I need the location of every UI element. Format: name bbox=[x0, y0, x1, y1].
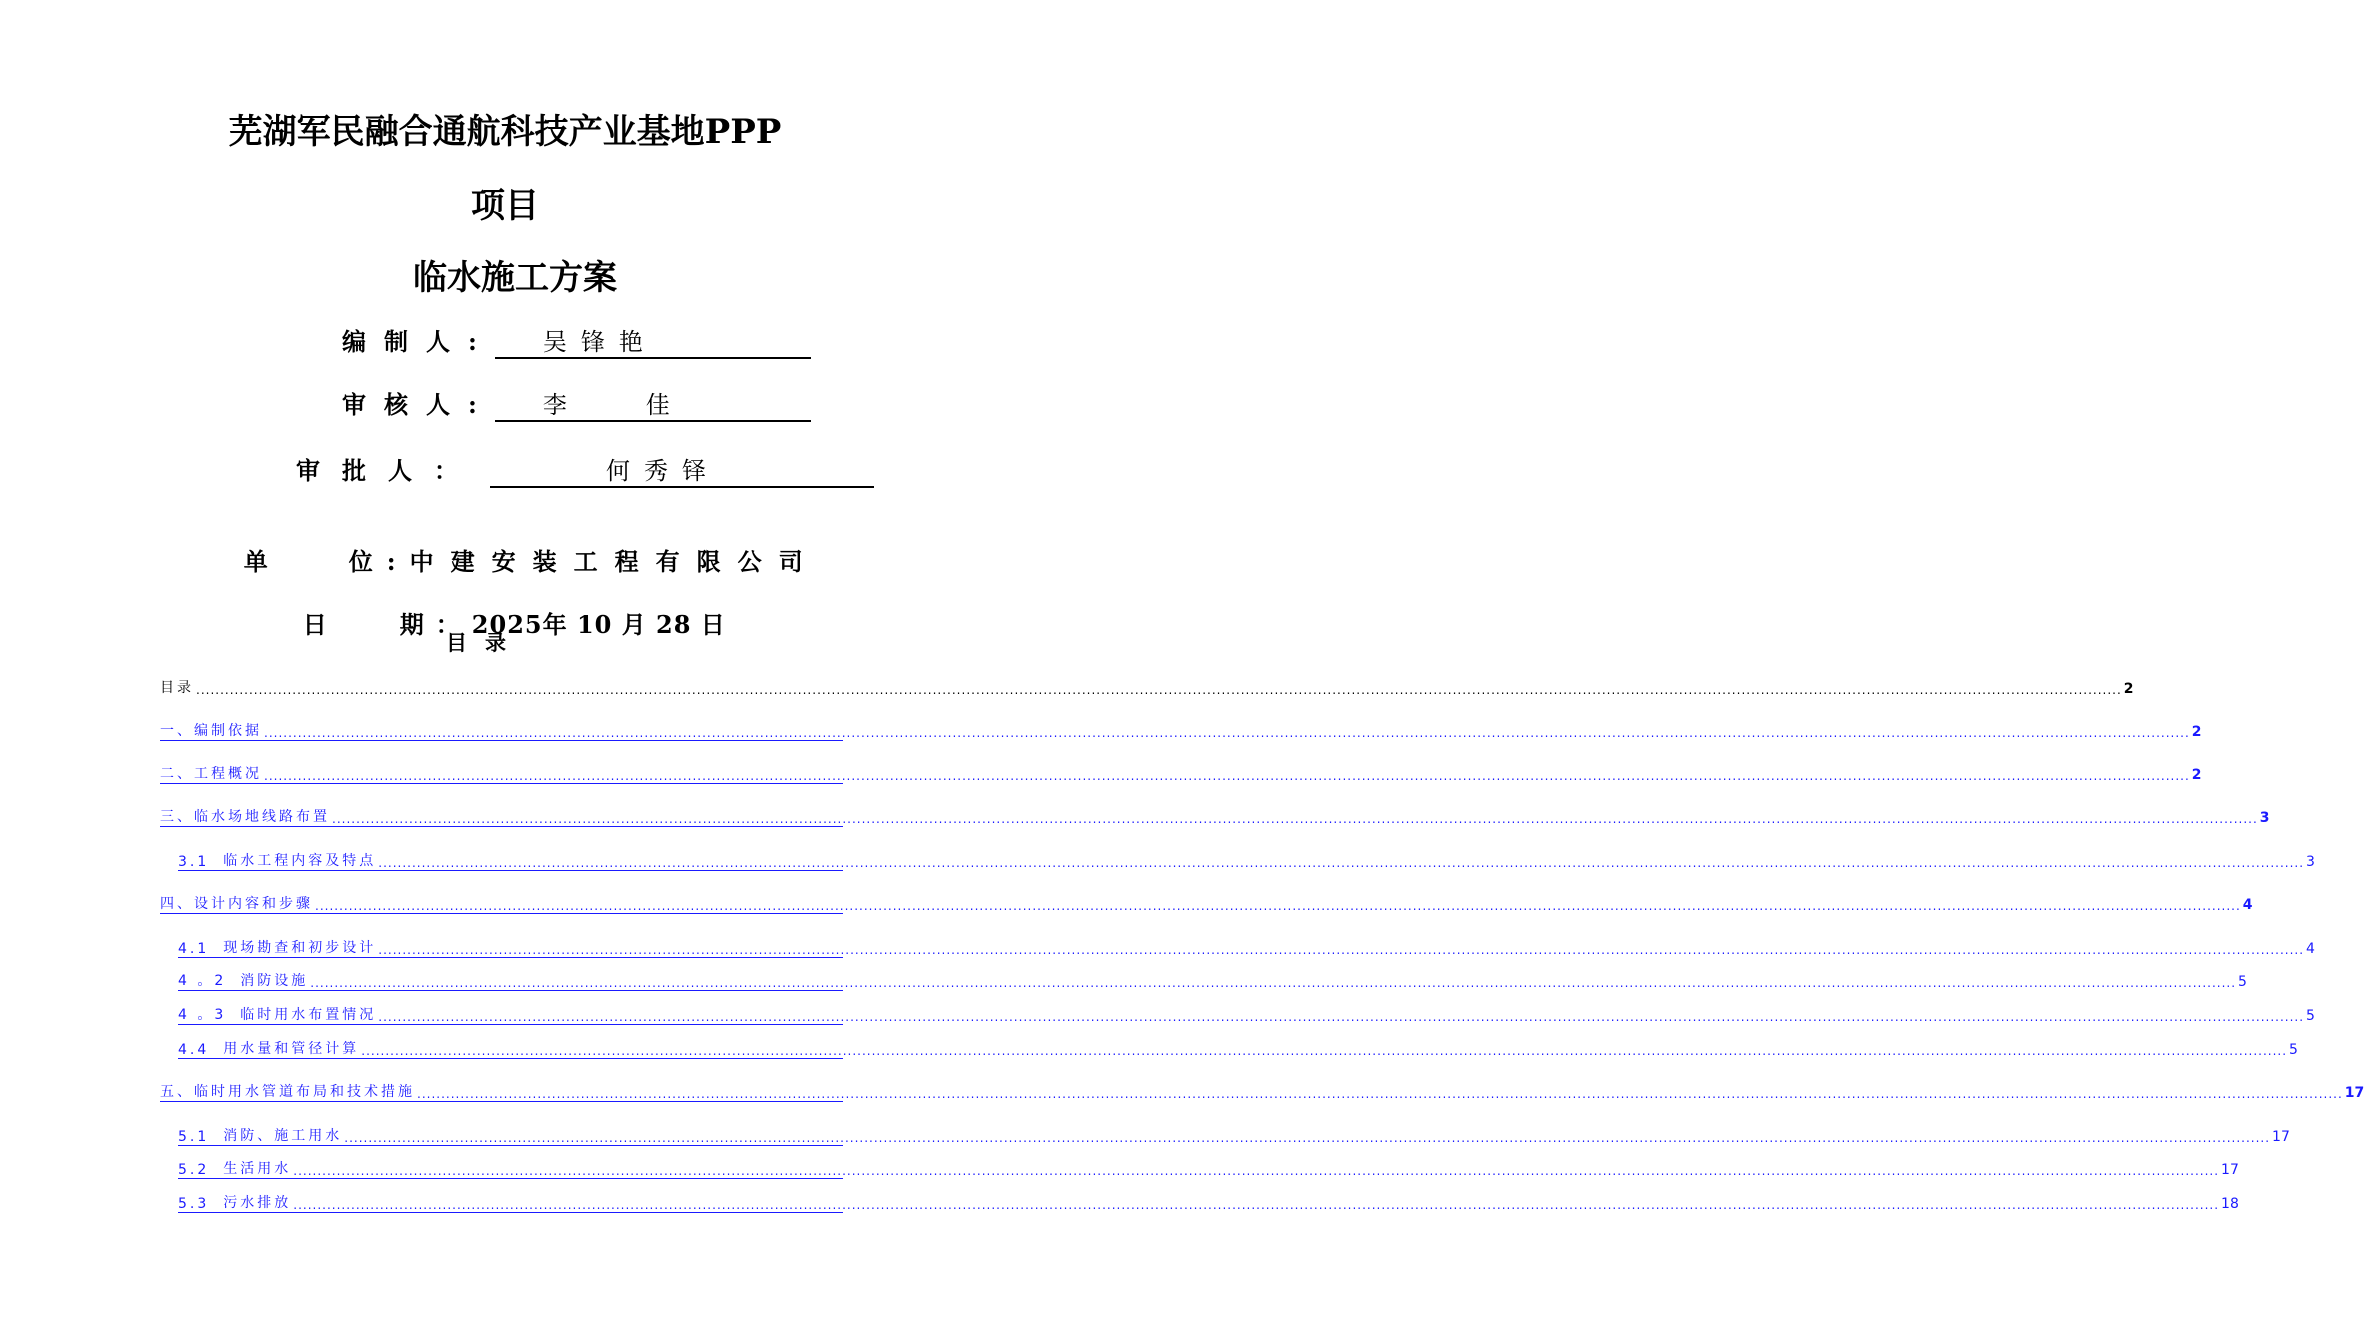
toc-leader-dots: ................................................................................................................................................................................................................................................................................................................................................................................................................ bbox=[293, 1164, 2220, 1178]
toc-entry-page: 5 bbox=[2306, 1008, 2315, 1024]
toc-entry-label: 一、编制依据 bbox=[160, 723, 262, 739]
toc-entry-label: 消防、施工用水 bbox=[223, 1128, 343, 1144]
toc-entry-page: 2 bbox=[2191, 767, 2202, 783]
toc-entry-page: 18 bbox=[2221, 1196, 2239, 1212]
compiler-value: 吴锋艳 bbox=[542, 328, 657, 356]
approver-value: 何秀铎 bbox=[606, 457, 720, 485]
toc-entry-number: 4.1 bbox=[178, 941, 210, 957]
approver-field bbox=[296, 451, 874, 488]
toc-entry-page: 4 bbox=[2306, 941, 2315, 957]
toc-leader-dots: ................................................................................................................................................................................................................................................................................................................................................................................................................ bbox=[361, 1044, 2288, 1058]
unit-value: 中建安装工程有限公司 bbox=[409, 547, 820, 576]
toc-heading: 目录 bbox=[446, 630, 524, 655]
toc-entry-page: 3 bbox=[2259, 810, 2270, 826]
toc-entry-label: 四、设计内容和步骤 bbox=[160, 896, 313, 912]
toc-entry-contents bbox=[160, 677, 2134, 697]
toc-entry-page: 4 bbox=[2242, 897, 2253, 913]
reviewer-field bbox=[342, 385, 811, 422]
toc-leader-dots: ................................................................................................................................................................................................................................................................................................................................................................................................................ bbox=[332, 812, 2258, 826]
toc-entry[interactable] bbox=[178, 937, 2315, 958]
document-subtitle: 临水施工方案 bbox=[413, 258, 617, 298]
toc-leader-dots: ................................................................................................................................................................................................................................................................................................................................................................................................................ bbox=[264, 769, 2190, 783]
toc-entry[interactable] bbox=[178, 1004, 2315, 1025]
toc-entry-label: 生活用水 bbox=[223, 1161, 292, 1177]
toc-entry-page: 2 bbox=[2123, 681, 2134, 697]
toc-leader-dots: ................................................................................................................................................................................................................................................................................................................................................................................................................ bbox=[310, 976, 2237, 990]
toc-entry[interactable] bbox=[160, 893, 2253, 914]
toc-entry-label: 现场勘查和初步设计 bbox=[223, 940, 377, 956]
toc-entry[interactable] bbox=[160, 763, 2202, 784]
toc-entry-number: 5.3 bbox=[178, 1196, 210, 1212]
unit-field bbox=[227, 513, 820, 577]
reviewer-label: 审核人: bbox=[342, 390, 495, 419]
toc-entry-label: 二、工程概况 bbox=[160, 766, 262, 782]
toc-entry[interactable] bbox=[160, 1081, 2364, 1102]
toc-entry-number: 5.1 bbox=[178, 1129, 210, 1145]
toc-entry-page: 5 bbox=[2289, 1042, 2298, 1058]
toc-leader-dots: ................................................................................................................................................................................................................................................................................................................................................................................................................ bbox=[264, 726, 2190, 740]
toc-entry[interactable] bbox=[160, 720, 2202, 741]
toc-entry[interactable] bbox=[160, 806, 2270, 827]
toc-entry[interactable] bbox=[178, 1038, 2298, 1059]
document-title-line1: 芜湖军民融合通航科技产业基地PPP bbox=[228, 112, 782, 152]
toc-entry-number: 5.2 bbox=[178, 1162, 210, 1178]
toc-entry-number: 4 。3 bbox=[178, 1007, 227, 1023]
toc-leader-dots: ................................................................................................................................................................................................................................................................................................................................................................................................................ bbox=[378, 856, 2305, 870]
toc-entry[interactable] bbox=[178, 1158, 2239, 1179]
toc-entry-number: 4 。2 bbox=[178, 973, 227, 989]
reviewer-value-line bbox=[495, 385, 811, 422]
toc-entry-label: 污水排放 bbox=[223, 1195, 292, 1211]
compiler-label: 编制人: bbox=[342, 327, 495, 356]
toc-entry[interactable] bbox=[178, 970, 2247, 991]
date-label: 日 期： bbox=[302, 610, 472, 639]
toc-entry-page: 17 bbox=[2344, 1085, 2364, 1101]
compiler-field bbox=[342, 322, 811, 359]
toc-leader-dots: ................................................................................................................................................................................................................................................................................................................................................................................................................ bbox=[293, 1198, 2220, 1212]
toc-entry-page: 17 bbox=[2272, 1129, 2290, 1145]
toc-entry[interactable] bbox=[178, 850, 2315, 871]
toc-leader-dots: ................................................................................................................................................................................................................................................................................................................................................................................................................ bbox=[315, 899, 2241, 913]
toc-leader-dots: ................................................................................................................................................................................................................................................................................................................................................................................................................ bbox=[378, 943, 2305, 957]
toc-entry-page: 17 bbox=[2221, 1162, 2239, 1178]
toc-entry-page: 3 bbox=[2306, 854, 2315, 870]
toc-entry-number: 4.4 bbox=[178, 1042, 210, 1058]
toc-entry-number: 3.1 bbox=[178, 854, 210, 870]
toc-entry-label: 用水量和管径计算 bbox=[223, 1041, 360, 1057]
compiler-value-line bbox=[495, 322, 811, 359]
toc-entry-label: 五、临时用水管道布局和技术措施 bbox=[160, 1084, 415, 1100]
approver-value-line bbox=[490, 451, 874, 488]
unit-label: 单 位: bbox=[243, 547, 410, 576]
toc-leader-dots: ................................................................................................................................................................................................................................................................................................................................................................................................................ bbox=[196, 683, 2122, 697]
document-title-line2: 项目 bbox=[471, 186, 539, 226]
toc-entry-label: 消防设施 bbox=[240, 973, 309, 989]
toc-entry-page: 2 bbox=[2191, 724, 2202, 740]
reviewer-value: 李 佳 bbox=[542, 391, 684, 419]
toc-entry-label: 目录 bbox=[160, 680, 194, 696]
toc-entry-label: 临水工程内容及特点 bbox=[223, 853, 377, 869]
toc-entry-label: 临时用水布置情况 bbox=[240, 1007, 377, 1023]
toc-leader-dots: ................................................................................................................................................................................................................................................................................................................................................................................................................ bbox=[344, 1131, 2271, 1145]
date-value: 2025年 10 月 28 日 bbox=[471, 610, 726, 639]
toc-leader-dots: ................................................................................................................................................................................................................................................................................................................................................................................................................ bbox=[378, 1010, 2305, 1024]
toc-entry-page: 5 bbox=[2238, 974, 2247, 990]
toc-leader-dots: ................................................................................................................................................................................................................................................................................................................................................................................................................ bbox=[417, 1087, 2343, 1101]
approver-label: 审批人： bbox=[296, 456, 480, 485]
toc-entry[interactable] bbox=[178, 1192, 2239, 1213]
toc-entry-label: 三、临水场地线路布置 bbox=[160, 809, 330, 825]
toc-entry[interactable] bbox=[178, 1125, 2290, 1146]
